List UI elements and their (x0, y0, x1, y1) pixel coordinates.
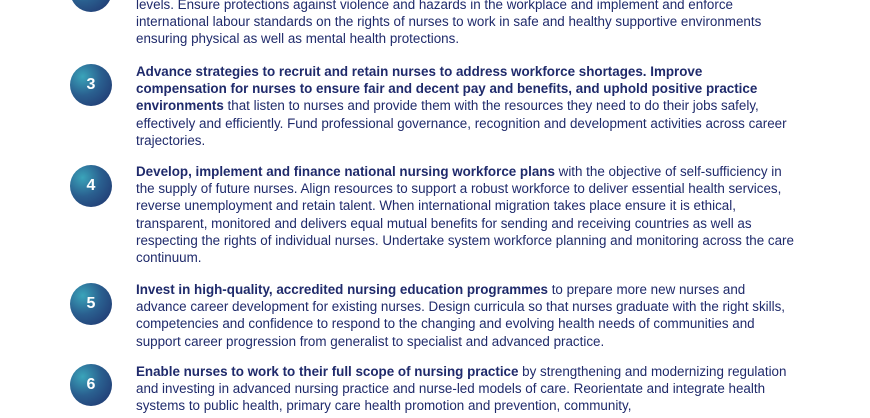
item-6-heading: Enable nurses to work to their full scope of nursing practice (136, 364, 519, 379)
number-badge-4 (70, 165, 112, 207)
number-badge-6 (70, 364, 112, 406)
badge-6-label: 6 (86, 376, 96, 393)
item-6-body: by strengthening and modernizing regulation and investing in advanced nursing practice and nurse-led models of care. Reorientate and integrate health systems to public health, primary care health promotion and prevention, community, (136, 364, 787, 414)
badge-4-label: 4 (86, 177, 96, 194)
item-4-heading: Develop, implement and finance national nursing workforce plans (136, 164, 555, 179)
item-5-heading: Invest in high-quality, accredited nursing education programmes (136, 282, 548, 297)
number-badge-5 (70, 283, 112, 325)
item-3-body: that listen to nurses and provide them with the resources they need to do their jobs safely, effectively and efficiently. Fund professional governance, recognition and development activities across career trajectories. (136, 98, 787, 148)
item-4-text (136, 163, 796, 266)
item-2-text (136, 0, 796, 48)
number-badge-2 (70, 0, 112, 12)
item-5-body: to prepare more new nurses and advance career development for existing nurses. Design curricula so that nurses graduate with the right skills, competencies and confidence to respond to the changing and evolving health needs of communities and support career progression from generalist to specialist and advanced practice. (136, 282, 786, 349)
item-3-text (136, 63, 796, 149)
item-3-heading: Advance strategies to recruit and retain nurses to address workforce shortages. Improve compensation for nurses to ensure fair and decent pay and benefits, and uphold positive practice environments (136, 64, 758, 114)
item-2-body: levels. Ensure protections against violence and hazards in the workplace and implement and enforce international labour standards on the rights of nurses to work in safe and healthy supportive environments ensuring physical as well as mental health protections. (136, 0, 762, 47)
badge-3-label: 3 (86, 76, 96, 93)
number-badge-3 (70, 64, 112, 106)
badge-5-label: 5 (86, 295, 96, 312)
item-6-text (136, 363, 796, 415)
item-5-text (136, 281, 796, 350)
item-4-body: with the objective of self-sufficiency in the supply of future nurses. Align resources to support a robust workforce to deliver essential health services, reverse unemployment and retain talent. When international migration takes place ensure it is ethical, transparent, monitored and delivers equal mutual benefits for sending and receiving countries as well as respecting the rights of individual nurses. Undertake system workforce planning and monitoring across the care continuum. (136, 164, 794, 266)
